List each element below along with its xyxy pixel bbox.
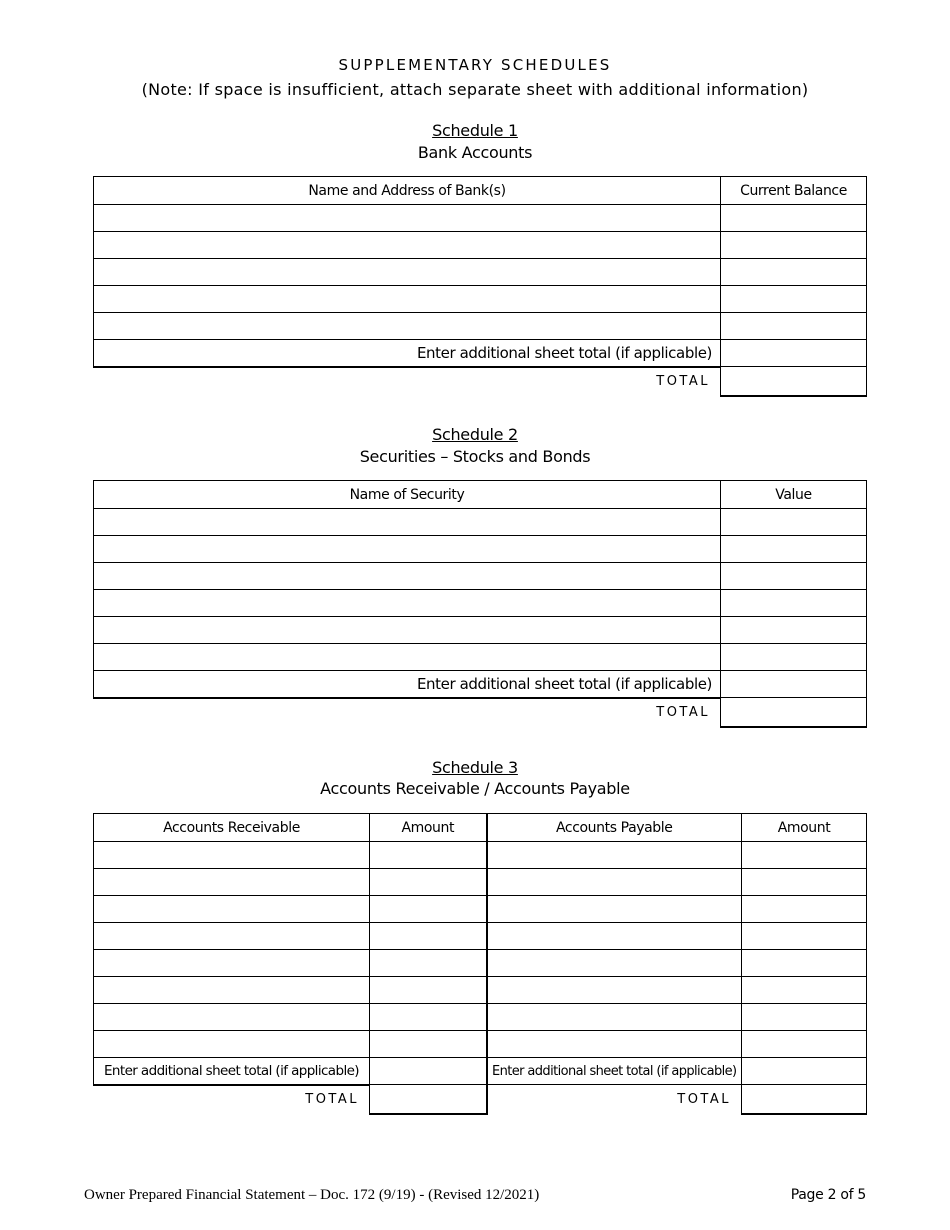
schedule2-table (93, 480, 867, 728)
table-row (94, 536, 867, 563)
security-name-cell[interactable] (94, 509, 721, 536)
balance-cell[interactable] (721, 259, 867, 286)
table-row (94, 259, 867, 286)
schedule1-col-value-header: Current Balance (721, 177, 867, 205)
value-cell[interactable] (721, 509, 867, 536)
table-row (94, 1004, 867, 1031)
schedule3-col-ap-amount-header: Amount (742, 814, 867, 842)
ap-amount-cell[interactable] (742, 842, 867, 869)
bank-name-cell[interactable] (94, 286, 721, 313)
schedule3-col-ar-amount-header: Amount (370, 814, 487, 842)
balance-cell[interactable] (721, 232, 867, 259)
table-row (94, 950, 867, 977)
table-row (94, 313, 867, 340)
schedule3-col-ar-header: Accounts Receivable (94, 814, 370, 842)
schedule3-col-ap-header: Accounts Payable (487, 814, 742, 842)
schedule2-additional-cell[interactable] (721, 671, 867, 698)
security-name-cell[interactable] (94, 617, 721, 644)
ap-amount-cell[interactable] (742, 977, 867, 1004)
balance-cell[interactable] (721, 205, 867, 232)
table-row (94, 644, 867, 671)
ar-amount-cell[interactable] (370, 923, 487, 950)
table-row (94, 286, 867, 313)
schedule3-ar-additional-label: Enter additional sheet total (if applicable) (94, 1058, 370, 1085)
page-note: (Note: If space is insufficient, attach separate sheet with additional information) (141, 80, 809, 99)
ap-cell[interactable] (487, 977, 742, 1004)
ap-cell[interactable] (487, 869, 742, 896)
table-row (94, 923, 867, 950)
security-name-cell[interactable] (94, 563, 721, 590)
schedule3-ap-total-cell[interactable] (742, 1085, 867, 1114)
table-row (94, 1031, 867, 1058)
ar-amount-cell[interactable] (370, 1004, 487, 1031)
ap-amount-cell[interactable] (742, 1004, 867, 1031)
schedule1-number: Schedule 1 (432, 121, 518, 140)
schedule3-name: Accounts Receivable / Accounts Payable (320, 779, 630, 798)
table-row (94, 842, 867, 869)
page-title: SUPPLEMENTARY SCHEDULES (338, 56, 612, 74)
table-row (94, 205, 867, 232)
schedule3-ar-total-label: TOTAL (305, 1092, 359, 1107)
ar-cell[interactable] (94, 1031, 370, 1058)
table-row (94, 977, 867, 1004)
schedule1-total-label: TOTAL (656, 374, 710, 389)
bank-name-cell[interactable] (94, 313, 721, 340)
ap-cell[interactable] (487, 896, 742, 923)
ar-amount-cell[interactable] (370, 842, 487, 869)
ap-cell[interactable] (487, 1031, 742, 1058)
footer-page-number: Page 2 of 5 (790, 1187, 866, 1203)
bank-name-cell[interactable] (94, 205, 721, 232)
table-row (94, 617, 867, 644)
schedule2-col-value-header: Value (721, 481, 867, 509)
ap-cell[interactable] (487, 950, 742, 977)
schedule2-col-name-header: Name of Security (94, 481, 721, 509)
ap-amount-cell[interactable] (742, 896, 867, 923)
table-row (94, 232, 867, 259)
schedule3-ap-additional-label: Enter additional sheet total (if applicable) (487, 1058, 742, 1085)
value-cell[interactable] (721, 536, 867, 563)
table-row (94, 896, 867, 923)
schedule3-number: Schedule 3 (432, 758, 518, 777)
schedule2-total-cell[interactable] (721, 698, 867, 727)
ar-cell[interactable] (94, 977, 370, 1004)
ar-cell[interactable] (94, 896, 370, 923)
ar-cell[interactable] (94, 869, 370, 896)
schedule1-col-name-header: Name and Address of Bank(s) (94, 177, 721, 205)
footer-doc-info: Owner Prepared Financial Statement – Doc. 172 (9/19) - (Revised 12/2021) (84, 1187, 540, 1203)
value-cell[interactable] (721, 563, 867, 590)
table-row (94, 869, 867, 896)
ar-amount-cell[interactable] (370, 896, 487, 923)
schedule1-total-cell[interactable] (721, 367, 867, 396)
ar-cell[interactable] (94, 842, 370, 869)
schedule3-ap-total-label: TOTAL (677, 1091, 731, 1107)
schedule3-ar-total-cell[interactable] (370, 1085, 487, 1114)
schedule1-additional-cell[interactable] (721, 340, 867, 367)
schedule2-total-label: TOTAL (656, 705, 710, 720)
schedule2-name: Securities – Stocks and Bonds (359, 447, 591, 466)
schedule2-number: Schedule 2 (432, 425, 518, 444)
schedule1-additional-label: Enter additional sheet total (if applicable) (94, 340, 721, 367)
schedule3-table (93, 813, 867, 1115)
value-cell[interactable] (721, 590, 867, 617)
schedule3-ar-additional-cell[interactable] (370, 1058, 487, 1085)
value-cell[interactable] (721, 644, 867, 671)
bank-name-cell[interactable] (94, 259, 721, 286)
ar-cell[interactable] (94, 950, 370, 977)
ar-cell[interactable] (94, 923, 370, 950)
ar-amount-cell[interactable] (370, 977, 487, 1004)
schedule1-name: Bank Accounts (417, 143, 533, 162)
ap-cell[interactable] (487, 842, 742, 869)
ap-cell[interactable] (487, 1004, 742, 1031)
ap-amount-cell[interactable] (742, 1031, 867, 1058)
schedule3-ap-additional-cell[interactable] (742, 1058, 867, 1085)
bank-name-cell[interactable] (94, 232, 721, 259)
ar-amount-cell[interactable] (370, 1031, 487, 1058)
ap-amount-cell[interactable] (742, 869, 867, 896)
table-row (94, 563, 867, 590)
table-row (94, 509, 867, 536)
security-name-cell[interactable] (94, 590, 721, 617)
security-name-cell[interactable] (94, 536, 721, 563)
ap-amount-cell[interactable] (742, 923, 867, 950)
table-row (94, 590, 867, 617)
value-cell[interactable] (721, 617, 867, 644)
security-name-cell[interactable] (94, 644, 721, 671)
ap-cell[interactable] (487, 923, 742, 950)
ap-amount-cell[interactable] (742, 950, 867, 977)
balance-cell[interactable] (721, 286, 867, 313)
ar-amount-cell[interactable] (370, 869, 487, 896)
balance-cell[interactable] (721, 313, 867, 340)
ar-amount-cell[interactable] (370, 950, 487, 977)
schedule1-table (93, 176, 867, 397)
ar-cell[interactable] (94, 1004, 370, 1031)
schedule2-additional-label: Enter additional sheet total (if applicable) (94, 671, 721, 698)
